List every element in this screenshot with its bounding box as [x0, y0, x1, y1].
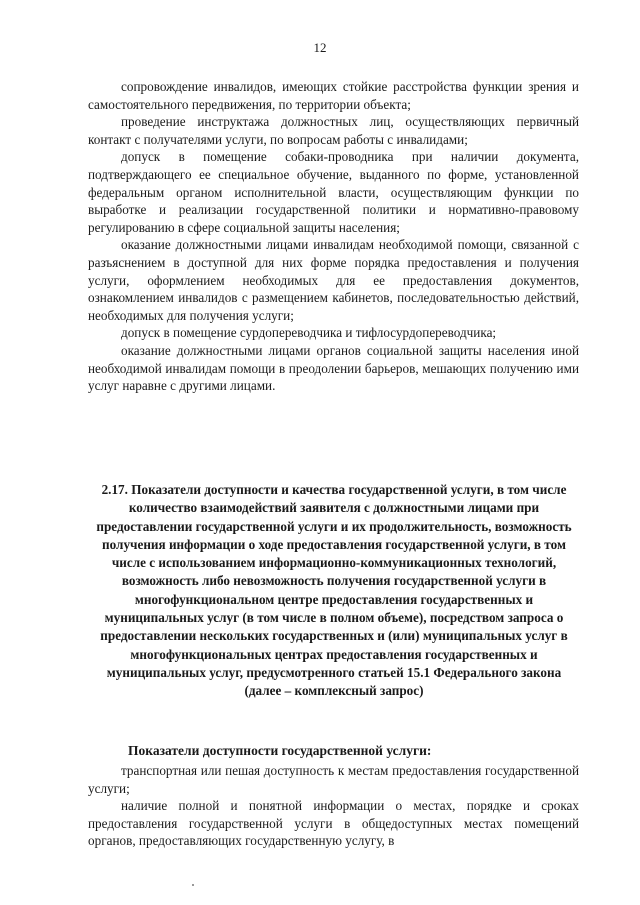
- subheading: Показатели доступности государственной услуги:: [128, 743, 432, 758]
- scan-speck: [192, 884, 194, 886]
- paragraph: наличие полной и понятной информации о местах, порядке и сроках предоставления государственной услуги в общедоступных местах помещений органов, предоставляющих государственную услугу, в: [88, 798, 579, 849]
- paragraph: оказание должностными лицами инвалидам необходимой помощи, связанной с разъяснением в доступной для них форме порядка предоставления и получения услуги, оформлением необходимых для ее предоставления документов, ознакомлением инвалидов с размещением кабинетов, последовательностью действий, необходимых для получения услуги;: [88, 237, 579, 323]
- accessibility-measures-list: [88, 78, 579, 395]
- paragraph: допуск в помещение сурдопереводчика и тифлосурдопереводчика;: [121, 325, 497, 341]
- paragraph: допуск в помещение собаки-проводника при наличии документа, подтверждающего ее специальное обучение, выданного по форме, установленной федеральным органом исполнительной власти, осуществляющим функции по выработке и реализации государственной политики и нормативно-правовому регулированию в сфере социальной защиты населения;: [88, 149, 579, 235]
- indicators-list: [88, 762, 579, 850]
- paragraph: проведение инструктажа должностных лиц, осуществляющих первичный контакт с получателями услуги, по вопросам работы с инвалидами;: [88, 114, 579, 147]
- paragraph: сопровождение инвалидов, имеющих стойкие расстройства функции зрения и самостоятельного передвижения, по территории объекта;: [88, 79, 579, 112]
- paragraph: транспортная или пешая доступность к местам предоставления государственной услуги;: [88, 763, 579, 796]
- section-heading: 2.17. Показатели доступности и качества государственной услуги, в том числе количество взаимодействий заявителя с должностными лицами при предоставлении государственной услуги и их продолжительность, возможность получения информации о ходе предоставления государственной услуги, в том числе с использованием информационно-коммуникационных технологий, возможность либо невозможность получения государственной услуги в многофункциональном центре предоставления государственных и муниципальных услуг (в том числе в полном объеме), посредством запроса о предоставлении нескольких государственных и (или) муниципальных услуг в многофункциональных центрах предоставления государственных и муниципальных услуг, предусмотренного статьей 15.1 Федерального закона (далее – комплексный запрос): [96, 482, 572, 699]
- page-number: 12: [313, 40, 327, 55]
- paragraph: оказание должностными лицами органов социальной защиты населения иной необходимой инвалидам помощи в преодолении барьеров, мешающих получению ими услуг наравне с другими лицами.: [88, 342, 579, 394]
